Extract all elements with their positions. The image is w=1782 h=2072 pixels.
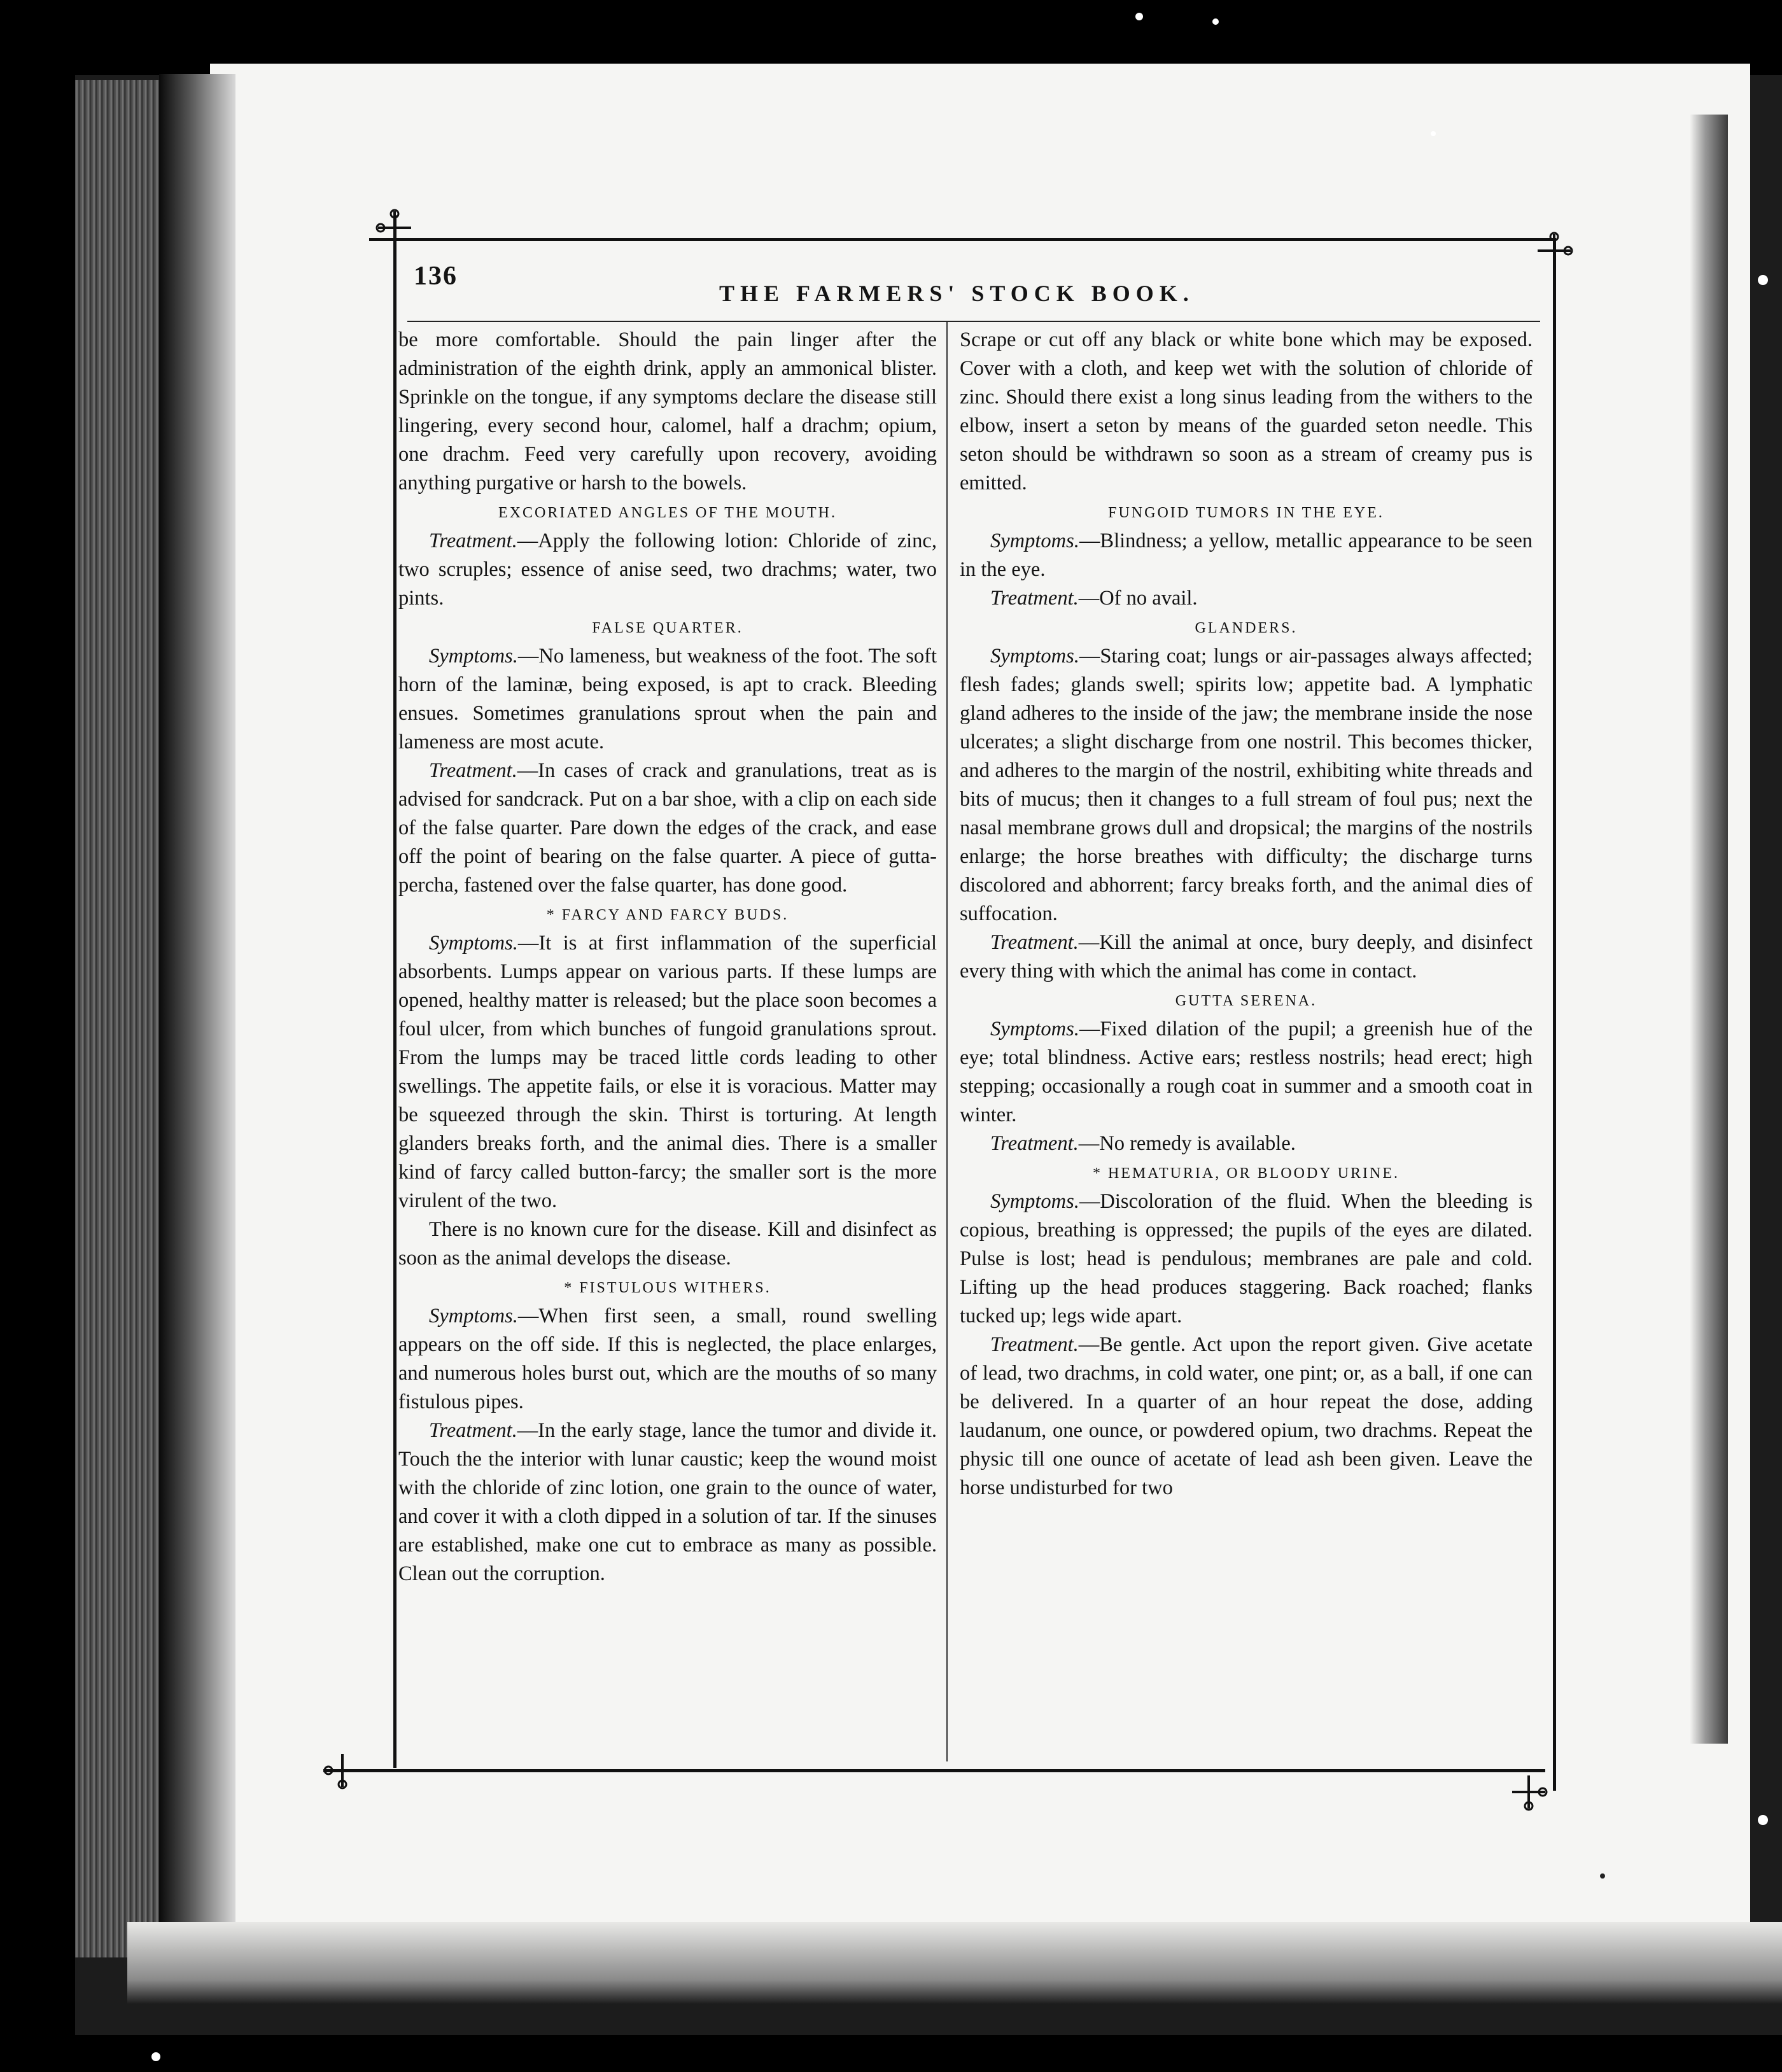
paragraph-label: Symptoms. bbox=[990, 645, 1079, 668]
section-heading: FALSE QUARTER. bbox=[592, 620, 743, 636]
paragraph-label: Treatment. bbox=[429, 1419, 517, 1442]
paragraph-text: —Blindness; a yellow, metallic appearance to be seen in the eye. bbox=[960, 529, 1533, 581]
paragraph-label: Treatment. bbox=[990, 587, 1079, 610]
paragraph-text: Scrape or cut off any black or white bone which may be exposed. Cover with a cloth, and keep wet with the solution of chloride of zinc. Should there exist a long sinus leading from the withers to the elbow, insert a seton by means of the guarded seton needle. This seton should be withdrawn so soon as a stream of creamy pus is emitted. bbox=[960, 328, 1533, 494]
section-heading: * FISTULOUS WITHERS. bbox=[564, 1280, 771, 1296]
paragraph-text: There is no known cure for the disease. Kill and disinfect as soon as the animal develops the disease. bbox=[398, 1218, 937, 1270]
paragraph-text: be more comfortable. Should the pain linger after the administration of the eighth drink, apply an ammonical blister. Sprinkle on the tongue, if any symptoms declare the disease still lingering, every second hour, calomel, half a drachm; opium, one drachm. Feed very carefully upon recovery, avoiding anything purgative or harsh to the bowels. bbox=[398, 328, 937, 494]
page-number: 136 bbox=[414, 262, 458, 291]
paragraph-text: —Fixed dilation of the pupil; a greenish hue of the eye; total blindness. Active ears; restless nostrils; head erect; high stepping; occasionally a rough coat in summer and a smooth coat in winter. bbox=[960, 1018, 1533, 1126]
paragraph-text: —In the early stage, lance the tumor and divide it. Touch the the interior with lunar caustic; keep the wound moist with the chloride of zinc lotion, one grain to the ounce of water, and cover it with a cloth dipped in a solution of tar. If the sinuses are established, make one cut to embrace as many as possible. Clean out the corruption. bbox=[398, 1419, 937, 1585]
section-heading: FUNGOID TUMORS IN THE EYE. bbox=[1108, 505, 1384, 521]
section-heading: GLANDERS. bbox=[1195, 620, 1298, 636]
paragraph-label: Treatment. bbox=[429, 529, 517, 552]
paragraph-label: Treatment. bbox=[990, 931, 1079, 954]
paragraph-label: Treatment. bbox=[429, 759, 517, 782]
paragraph-text: —Kill the animal at once, bury deeply, and disinfect every thing with which the animal has come in contact. bbox=[960, 931, 1533, 983]
section-heading: * HEMATURIA, OR BLOODY URINE. bbox=[1092, 1165, 1400, 1182]
paragraph-text: —In cases of crack and granulations, treat as is advised for sandcrack. Put on a bar shoe, with a clip on each side of the false quarter. Pare down the edges of the crack, and ease off the point of bearing on the false quarter. A piece of gutta-percha, fastened over the false quarter, has done good. bbox=[398, 759, 937, 897]
section-heading: GUTTA SERENA. bbox=[1175, 993, 1317, 1009]
paragraph-text: —When first seen, a small, round swelling appears on the off side. If this is neglected, the place enlarges, and numerous holes burst out, which are the mouths of so many fistulous pipes. bbox=[398, 1305, 937, 1413]
paragraph-text: —No remedy is available. bbox=[1078, 1132, 1296, 1155]
paragraph-label: Symptoms. bbox=[429, 1305, 518, 1327]
paragraph-label: Symptoms. bbox=[990, 529, 1079, 552]
paragraph-label: Treatment. bbox=[990, 1132, 1079, 1155]
paragraph-label: Symptoms. bbox=[429, 645, 518, 668]
paragraph-text: —Apply the following lotion: Chloride of zinc, two scruples; essence of anise seed, two drachms; water, two pints. bbox=[398, 529, 937, 610]
paragraph-text: —It is at first inflammation of the superficial absorbents. Lumps appear on various parts. If these lumps are opened, healthy matter is released; but the place soon becomes a foul ulcer, from which bunches of fungoid granulations sprout. From the lumps may be traced little cords leading to other swellings. The appetite fails, or else it is voracious. Matter may be squeezed through the skin. Thirst is torturing. At length glanders breaks forth, and the animal dies. There is a smaller kind of farcy called button-farcy; the smaller sort is the more virulent of the two. bbox=[398, 932, 937, 1212]
paragraph-text: —Of no avail. bbox=[1078, 587, 1198, 610]
paragraph-text: —Be gentle. Act upon the report given. Give acetate of lead, two drachms, in cold water, one pint; or, as a ball, if one can be delivered. In a quarter of an hour repeat the dose, adding laudanum, one ounce, or powdered opium, two drachms. Repeat the physic till one ounce of acetate of lead ash been given. Leave the horse undisturbed for two bbox=[960, 1333, 1533, 1499]
paragraph-text: —Discoloration of the fluid. When the bleeding is copious, breathing is oppressed; the pupils of the eyes are dilated. Pulse is lost; head is pendulous; membranes are pale and cold. Lifting up the head produces staggering. Back roached; flanks tucked up; legs wide apart. bbox=[960, 1190, 1533, 1327]
section-heading: EXCORIATED ANGLES OF THE MOUTH. bbox=[498, 505, 837, 521]
paragraph-label: Symptoms. bbox=[990, 1018, 1079, 1040]
paragraph-text: —Staring coat; lungs or air-passages always affected; flesh fades; glands swell; spirits low; appetite bad. A lymphatic gland adheres to the inside of the jaw; the membrane inside the nose ulcerates; a slight discharge from one nostril. This becomes thicker, and adheres to the margin of the nostril, exhibiting white threads and bits of mucus; then it changes to a full stream of foul pus; next the nasal membrane grows dull and dropsical; the margins of the nostrils enlarge; the horse breathes with difficulty; the discharge turns discolored and abhorrent; farcy breaks forth, and the animal dies of suffocation. bbox=[960, 645, 1533, 925]
paragraph-label: Symptoms. bbox=[429, 932, 518, 955]
running-head: THE FARMERS' STOCK BOOK. bbox=[719, 281, 1195, 306]
section-heading: * FARCY AND FARCY BUDS. bbox=[546, 907, 789, 923]
paragraph-label: Treatment. bbox=[990, 1333, 1079, 1356]
paragraph-label: Symptoms. bbox=[990, 1190, 1079, 1213]
paragraph-text: —No lameness, but weakness of the foot. The soft horn of the laminæ, being exposed, is apt to crack. Bleeding ensues. Sometimes granulations sprout when the pain and lameness are most acute. bbox=[398, 645, 937, 753]
